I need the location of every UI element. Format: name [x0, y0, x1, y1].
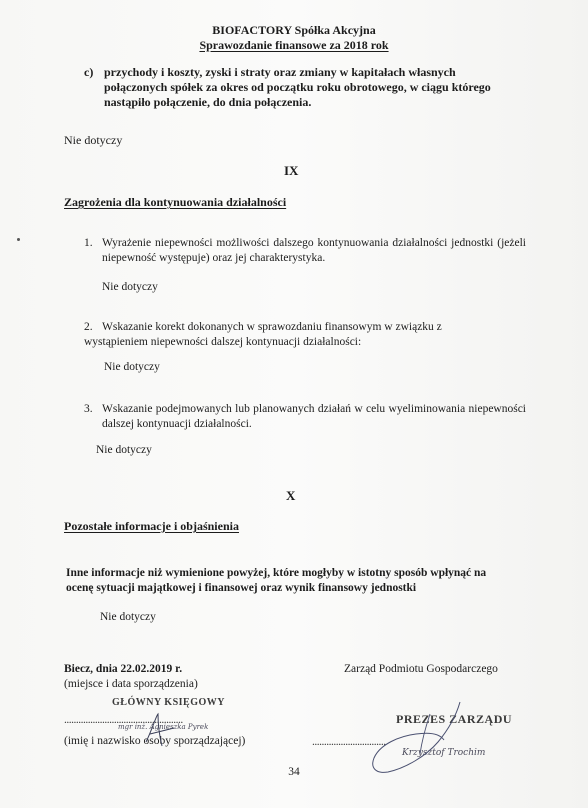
- report-title: [0, 38, 588, 53]
- accountant-name: mgr inż. Agnieszka Pyrek: [118, 723, 209, 731]
- board-name: Krzysztof Trochim: [402, 748, 486, 758]
- preparer-caption: (imię i nazwisko osoby sporządzającej): [64, 735, 246, 747]
- section-x-title: [64, 519, 239, 534]
- report-title-text: Sprawozdanie finansowe za 2018 rok: [199, 38, 389, 52]
- company-name: BIOFACTORY Spółka Akcyjna: [212, 23, 376, 37]
- accountant-signature: [140, 712, 180, 750]
- section-ix-title-text: Zagrożenia dla kontynuowania działalności: [64, 195, 287, 209]
- section-ix-title: [64, 195, 286, 210]
- section-c-text: przychody i koszty, zyski i straty oraz zmiany w kapitałach własnych połączonych spółek za okres od początku roku obrotowego, w ciągu którego nastąpiło połączenie, do dnia połączenia.: [104, 65, 491, 109]
- place-date: Biecz, dnia 22.02.2019 r.: [64, 663, 183, 675]
- ix-item-2-text: Wskazanie korekt dokonanych w sprawozdaniu finansowym w związku z wystąpieniem niepewności dalszej kontynuacji działalności:: [84, 321, 442, 348]
- section-c-answer: Nie dotyczy: [64, 133, 123, 147]
- dots-right: ...............................: [312, 736, 386, 748]
- section-x-answer: Nie dotyczy: [100, 611, 156, 623]
- place-date-caption: (miejsce i data sporządzenia): [64, 678, 198, 690]
- board-stamp: PREZES ZARZĄDU: [396, 712, 513, 726]
- page-number: 34: [288, 766, 300, 778]
- ix-item-2-number: 2.: [84, 321, 93, 333]
- dots-left: ..................................................: [64, 714, 183, 726]
- ix-item-3-number: 3.: [84, 403, 93, 415]
- section-x-title-text: Pozostałe informacje i objaśnienia: [64, 519, 239, 533]
- ix-item-1-answer: Nie dotyczy: [102, 281, 158, 293]
- section-c-marker: c): [84, 65, 94, 79]
- scan-speck: [17, 238, 20, 241]
- ix-item-3-answer: Nie dotyczy: [96, 444, 152, 456]
- ix-item-3-text: Wskazanie podejmowanych lub planowanych działań w celu wyeliminowania niepewności dalszej kontynuacji działalności.: [102, 403, 526, 430]
- section-ix-numeral: IX: [284, 163, 299, 178]
- accountant-stamp: GŁÓWNY KSIĘGOWY: [112, 697, 225, 708]
- section-x-numeral: X: [286, 488, 296, 503]
- board-caption: Zarząd Podmiotu Gospodarczego: [344, 663, 498, 675]
- section-x-text: Inne informacje niż wymienione powyżej, które mogłyby w istotny sposób wpłynąć na ocenę sytuacji majątkowej i finansowej oraz wynik finansowy jednostki: [66, 567, 487, 594]
- ix-item-2-answer: Nie dotyczy: [104, 361, 160, 373]
- ix-item-1-text: Wyrażenie niepewności możliwości dalszego kontynuowania działalności jednostki (jeżeli niepewność występuje) oraz jej charakterystyka.: [102, 237, 526, 264]
- ix-item-1-number: 1.: [84, 237, 93, 249]
